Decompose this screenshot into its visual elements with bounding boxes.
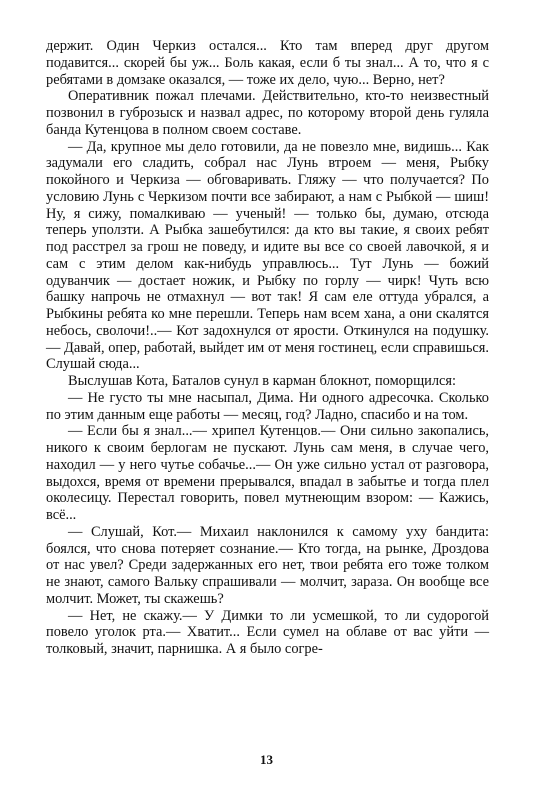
paragraph: — Если бы я знал...— хрипел Кутенцов.— Они сильно закопались, никого к своим берлогам не пускают. Лунь сам меня, в случае чего, находил — у него чутье собачье...— Он уже сильно устал от разговора, выдохся, время от времени прерывался, впадал в забытье и тогда плел околесицу. Перестал говорить, повел мутнеющим взором: — Кажись, всё... xyxy=(46,423,489,523)
page-number: 13 xyxy=(260,752,273,767)
paragraph: — Слушай, Кот.— Михаил наклонился к самому уху бандита: боялся, что снова потеряет сознание.— Кто тогда, на рынке, Дроздова от нас увел? Среди задержанных его нет, твои ребята его тоже толком не знают, самого Вальку спрашивали — молчит, зараза. Он вообще все молчит. Может, ты скажешь? xyxy=(46,523,489,607)
paragraph: Выслушав Кота, Баталов сунул в карман блокнот, поморщился: xyxy=(68,373,457,389)
paragraph: — Да, крупное мы дело готовили, да не повезло мне, видишь... Как задумали его сладить, собрал нас Лунь втроем — меня, Рыбку покойного и Черкиза — обговаривать. Гляжу — что получается? По условию Лунь с Черкизом почти все забирают, а нам с Рыбкой — шиш! Ну, я сижу, помалкиваю — ученый! — только бы, думаю, отсюда теперь уползти. А Рыбка зашебутился: да кто вы такие, я своих ребят под расстрел за грош не поведу, и идите вы все со своей лавочкой, я и сам с этим делом как-нибудь управлюсь... Тут Лунь — божий одуванчик — достает ножик, и Рыбку по горлу — чирк! Чуть всю башку напрочь не отмахнул — вот так! Я сам еле оттуда убрался, а Рыбкины ребята ко мне перешли. Теперь нам всем хана, а они скалятся небось, сволочи!..— Кот задохнулся от ярости. Откинулся на подушку.— Давай, опер, работай, выйдет им от меня гостинец, если справишься. Слушай сюда... xyxy=(46,138,489,373)
paragraph: — Не густо ты мне насыпал, Дима. Ни одного адресочка. Сколько по этим данным еще работы — месяц, год? Ладно, спасибо и на том. xyxy=(46,389,489,423)
body-text xyxy=(46,38,489,658)
paragraph: Оперативник пожал плечами. Действительно, кто-то неизвестный позвонил в губрозыск и назвал адрес, по которому второй день гуляла банда Кутенцова в полном своем составе. xyxy=(46,88,489,138)
paragraph: держит. Один Черкиз остался... Кто там вперед друг другом подавится... скорей бы уж... Боль какая, если б ты знал... А то, что я с ребятами в домзаке оказался, — тоже их дело, чую... Верно, нет? xyxy=(46,38,489,88)
paragraph: — Нет, не скажу.— У Димки то ли усмешкой, то ли судорогой повело уголок рта.— Хватит... Если сумел на облаве от вас уйти — толковый, значит, парнишка. А я было согре- xyxy=(46,607,489,657)
